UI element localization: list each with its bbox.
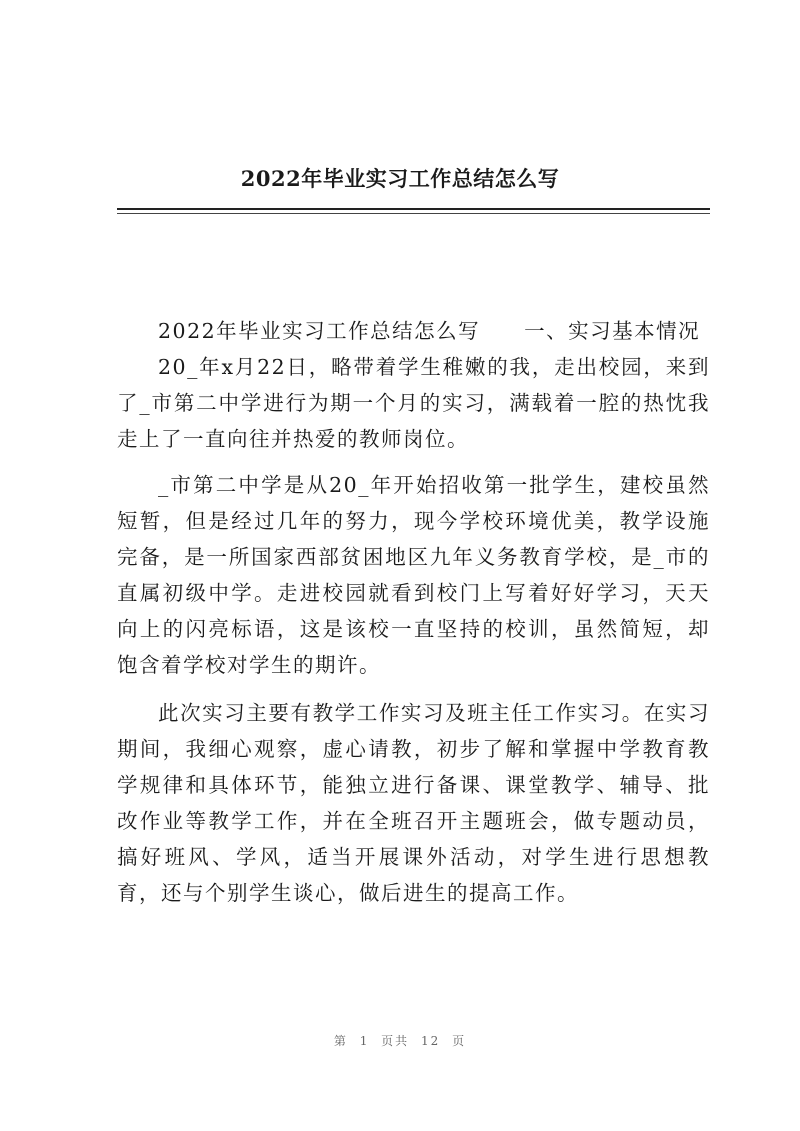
paragraph-1: 20_年x月22日，略带着学生稚嫩的我，走出校园，来到了_市第二中学进行为期一个月的实习，满载着一腔的热忱我走上了一直向往并热爱的教师岗位。 [117, 355, 710, 451]
paragraph-intro [117, 313, 710, 349]
paragraph-intro-lead: 2022年毕业实习工作总结怎么写 [158, 319, 481, 343]
title-underline-thick [117, 208, 710, 210]
document-body [117, 313, 710, 911]
title-underline-thin [117, 213, 710, 214]
page-footer: 第 1 页共 12 页 [333, 1034, 467, 1048]
document-title: 2022年毕业实习工作总结怎么写 [240, 166, 560, 191]
paragraph-3: 此次实习主要有教学工作实习及班主任工作实习。在实习期间，我细心观察，虚心请教，初步了解和掌握中学教育教学规律和具体环节，能独立进行备课、课堂教学、辅导、批改作业等教学工作，并在全班召开主题班会，做专题动员，搞好班风、学风，适当开展课外活动，对学生进行思想教育，还与个别学生谈心，做后进生的提高工作。 [117, 701, 710, 905]
section-heading: 一、实习基本情况 [524, 319, 701, 343]
paragraph-2: _市第二中学是从20_年开始招收第一批学生，建校虽然短暂，但是经过几年的努力，现今学校环境优美，教学设施完备，是一所国家西部贫困地区九年义务教育学校，是_市的直属初级中学。走进校园就看到校门上写着好好学习，天天向上的闪亮标语，这是该校一直坚持的校训，虽然简短，却饱含着学校对学生的期许。 [117, 473, 710, 677]
